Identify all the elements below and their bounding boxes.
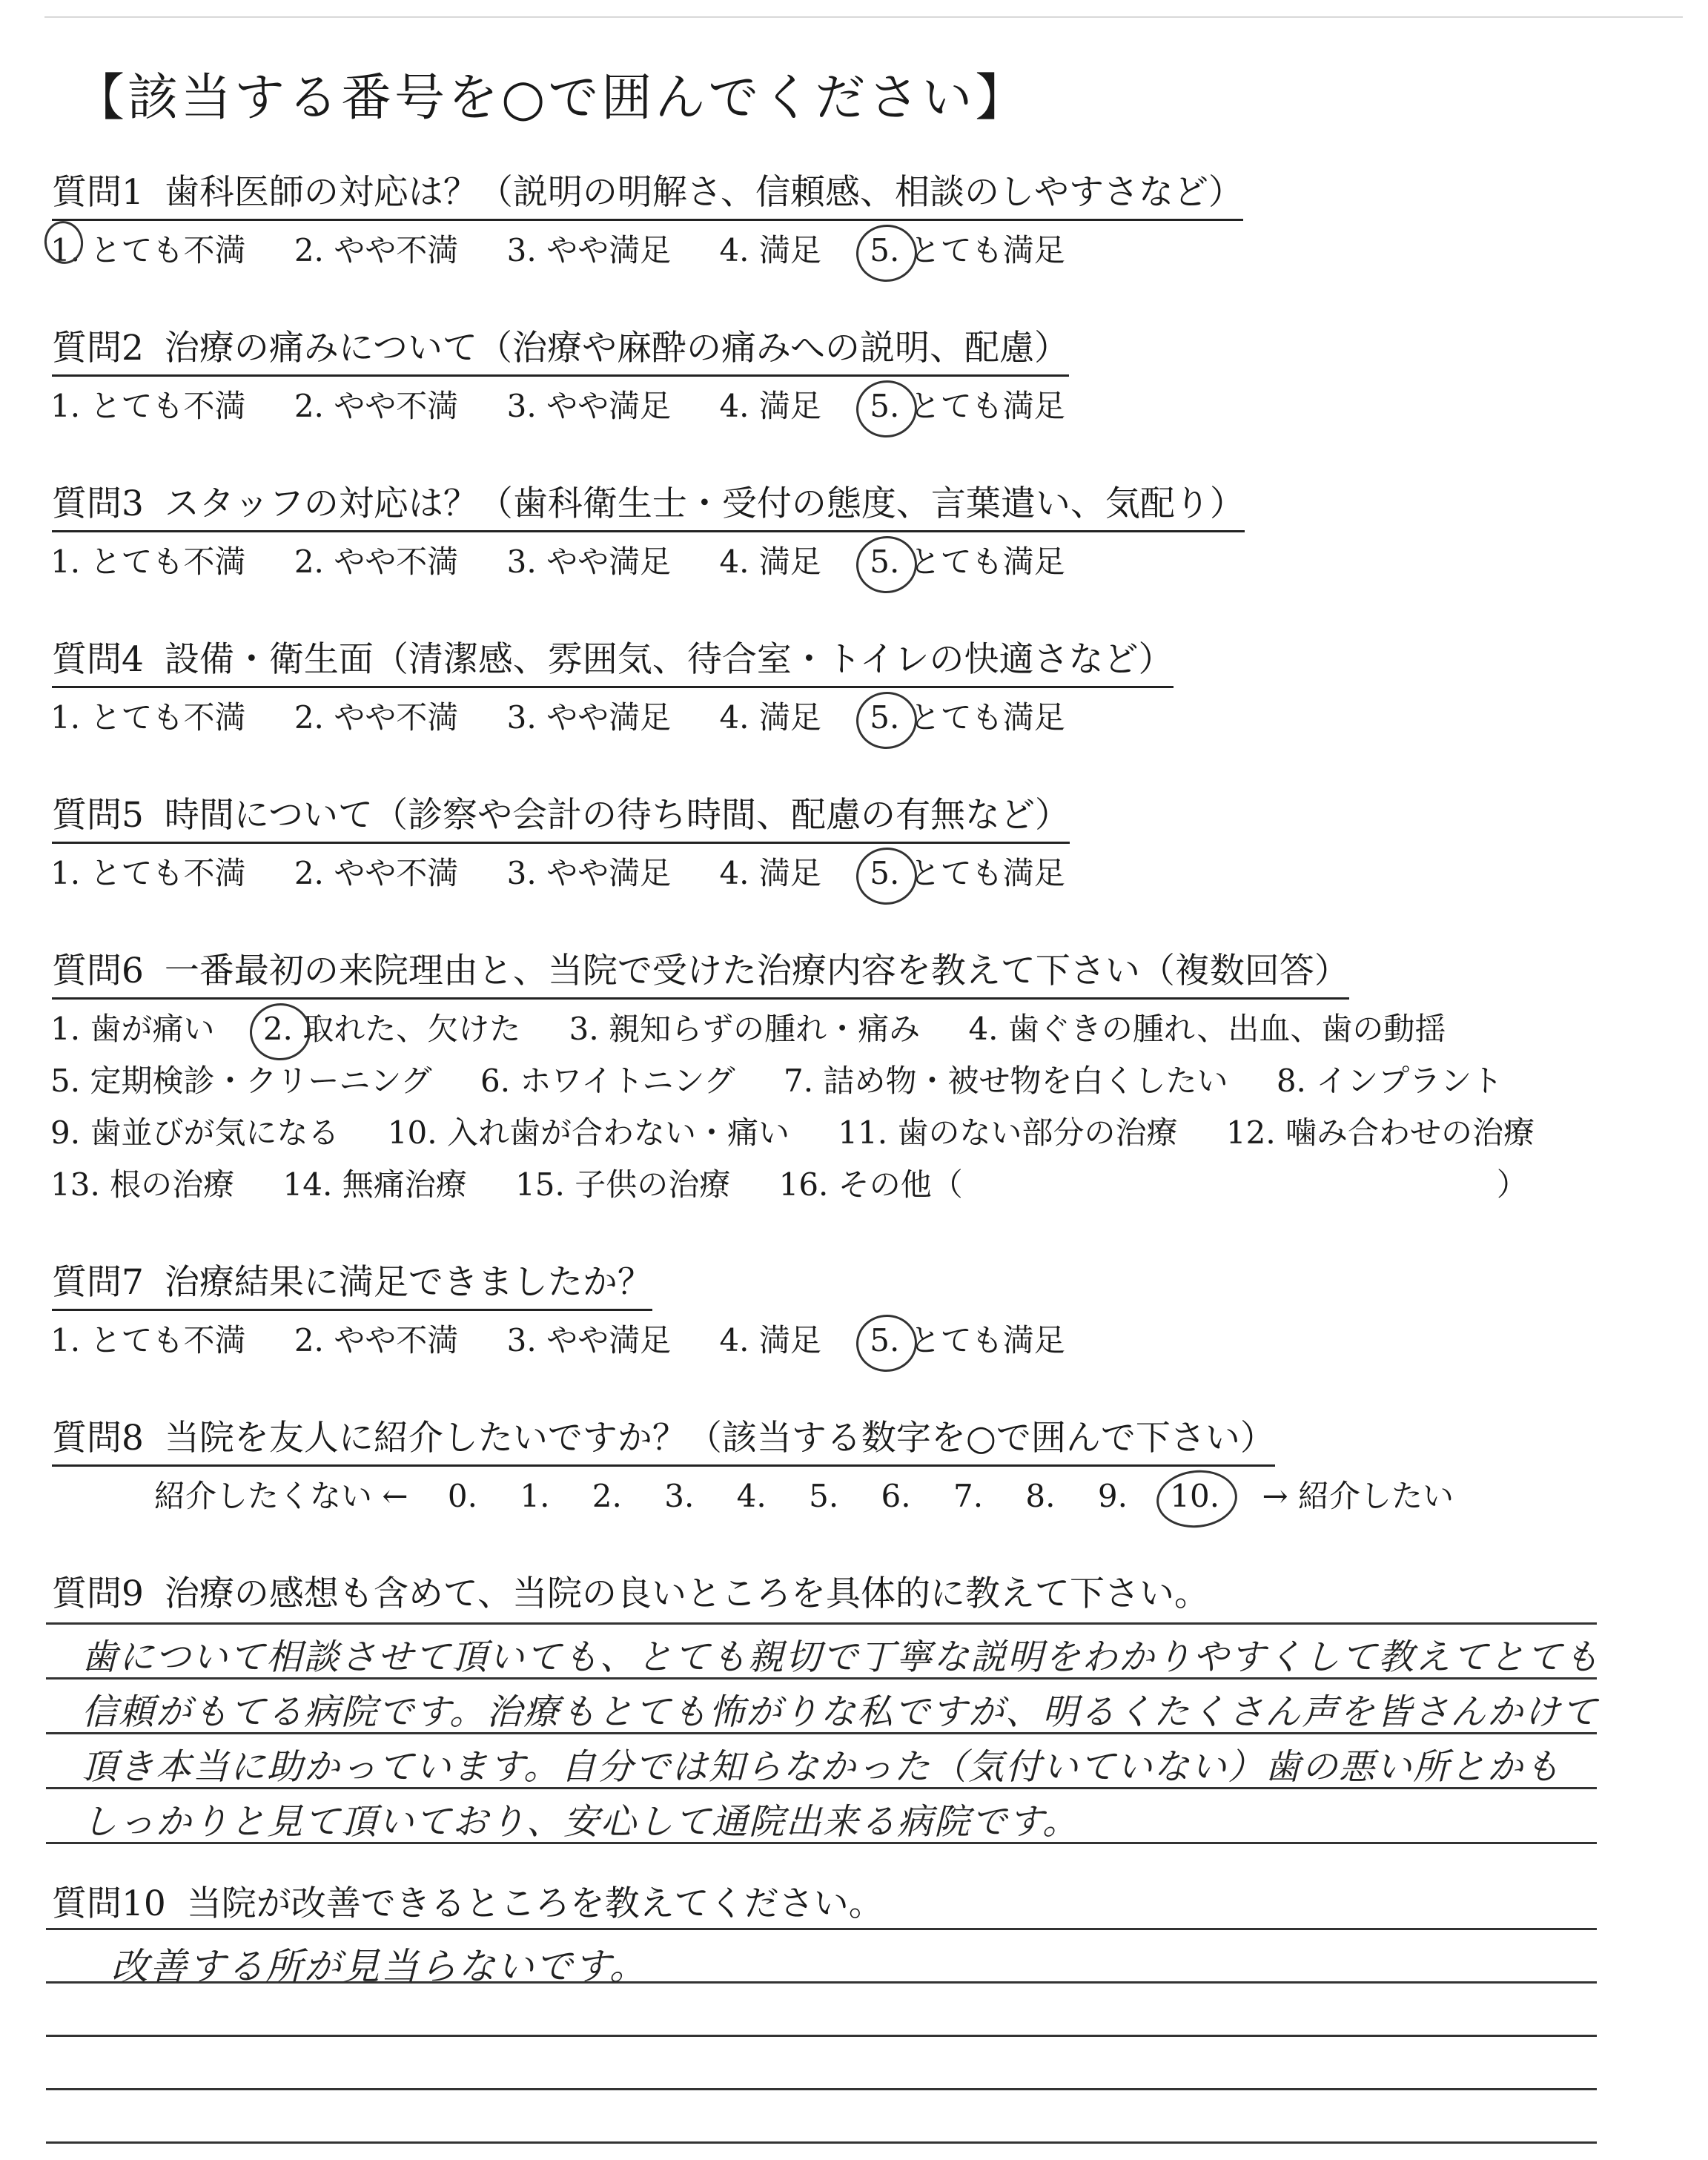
question-6-row-4[interactable] xyxy=(50,1160,1528,1205)
q7-option-3[interactable]: 3. やや満足 xyxy=(506,1322,672,1358)
q4-option-1[interactable]: 1. とても不満 xyxy=(50,699,246,736)
question-5-label: 質問5 xyxy=(52,795,144,836)
scale-5[interactable]: 5. xyxy=(809,1478,839,1514)
question-7-label: 質問7 xyxy=(52,1262,144,1303)
answer-line xyxy=(46,1928,1597,1930)
selected-circle-mark: 10. xyxy=(1170,1478,1220,1514)
scale-6[interactable]: 6. xyxy=(881,1478,911,1514)
q6-option-10[interactable]: 10. 入れ歯が合わない・痛い xyxy=(387,1114,790,1151)
selected-circle-mark: 5. xyxy=(870,1322,900,1358)
q6-option-2-selected[interactable]: 2. 取れた、欠けた xyxy=(262,1011,521,1047)
q9-handwritten-line-1: 歯について相談させて頂いても、とても親切で丁寧な説明をわかりやすくして教えてとても xyxy=(82,1636,1601,1678)
question-6-row-2[interactable] xyxy=(50,1057,1503,1101)
q5-option-1[interactable]: 1. とても不満 xyxy=(50,855,246,891)
scale-9[interactable]: 9. xyxy=(1097,1478,1128,1514)
q6-option-8[interactable]: 8. インプラント xyxy=(1276,1063,1503,1099)
question-5-text: 時間について（診察や会計の待ち時間、配慮の有無など） xyxy=(164,795,1070,836)
question-8-title xyxy=(52,1410,1275,1467)
question-2-options[interactable] xyxy=(50,382,1065,426)
selected-circle-mark: 5. xyxy=(870,388,900,424)
question-2-label: 質問2 xyxy=(52,328,144,369)
q2-option-3[interactable]: 3. やや満足 xyxy=(506,388,672,424)
question-4-label: 質問4 xyxy=(52,639,144,680)
q7-option-4[interactable]: 4. 満足 xyxy=(719,1322,821,1358)
answer-line xyxy=(46,2088,1597,2090)
scan-top-edge xyxy=(44,16,1683,18)
scale-2[interactable]: 2. xyxy=(592,1478,622,1514)
q6-option-6[interactable]: 6. ホワイトニング xyxy=(480,1063,735,1099)
scale-left-label: 紹介したくない ← xyxy=(154,1478,408,1514)
selected-circle-mark: 5. xyxy=(870,699,900,736)
question-3-text: スタッフの対応は？（歯科衛生士・受付の態度、言葉遣い、気配り） xyxy=(164,483,1245,524)
question-9-text: 治療の感想も含めて、当院の良いところを具体的に教えて下さい。 xyxy=(164,1573,1209,1614)
answer-line xyxy=(46,2035,1597,2037)
q5-option-5-selected[interactable]: 5. とても満足 xyxy=(870,855,1065,891)
q1-option-1[interactable]: 1. とても不満 xyxy=(50,232,246,268)
q4-option-2[interactable]: 2. やや不満 xyxy=(294,699,459,736)
q6-option-13[interactable]: 13. 根の治療 xyxy=(50,1166,235,1203)
question-9-label: 質問9 xyxy=(52,1573,144,1614)
question-9-title xyxy=(52,1566,1209,1616)
question-7-text: 治療結果に満足できましたか？ xyxy=(164,1262,652,1303)
q1-option-5-selected[interactable]: 5. とても満足 xyxy=(870,232,1065,268)
scale-3[interactable]: 3. xyxy=(664,1478,695,1514)
selected-circle-mark: 5. xyxy=(870,855,900,891)
scale-7[interactable]: 7. xyxy=(953,1478,984,1514)
question-6-title xyxy=(52,943,1349,1000)
answer-line xyxy=(46,2141,1597,2144)
question-6-text: 一番最初の来院理由と、当院で受けた治療内容を教えて下さい（複数回答） xyxy=(164,951,1349,991)
q2-option-2[interactable]: 2. やや不満 xyxy=(294,388,459,424)
question-2-text: 治療の痛みについて（治療や麻酔の痛みへの説明、配慮） xyxy=(164,328,1070,369)
question-3-title xyxy=(52,476,1245,532)
q1-option-4[interactable]: 4. 満足 xyxy=(719,232,821,268)
question-3-label: 質問3 xyxy=(52,483,144,524)
question-1-text: 歯科医師の対応は？（説明の明解さ、信頼感、相談のしやすさなど） xyxy=(164,172,1244,213)
q7-option-1[interactable]: 1. とても不満 xyxy=(50,1322,246,1358)
scale-right-label: → 紹介したい xyxy=(1262,1478,1454,1514)
q6-option-7[interactable]: 7. 詰め物・被せ物を白くしたい xyxy=(784,1063,1228,1099)
q6-option-3[interactable]: 3. 親知らずの腫れ・痛み xyxy=(569,1011,921,1047)
scale-4[interactable]: 4. xyxy=(736,1478,767,1514)
q5-option-4[interactable]: 4. 満足 xyxy=(719,855,821,891)
answer-line xyxy=(46,1622,1597,1625)
question-1-title xyxy=(52,165,1243,221)
q2-option-5-selected[interactable]: 5. とても満足 xyxy=(870,388,1065,424)
question-6-row-1[interactable] xyxy=(50,1005,1446,1049)
q1-option-3[interactable]: 3. やや満足 xyxy=(506,232,672,268)
q10-handwritten-line-1: 改善する所が見当らないです。 xyxy=(111,1945,648,1988)
q6-option-14[interactable]: 14. 無痛治療 xyxy=(282,1166,467,1203)
scale-8[interactable]: 8. xyxy=(1025,1478,1056,1514)
question-4-text: 設備・衛生面（清潔感、雰囲気、待合室・トイレの快適さなど） xyxy=(164,639,1174,680)
question-10-text: 当院が改善できるところを教えてください。 xyxy=(186,1883,884,1924)
q9-handwritten-line-2: 信頼がもてる病院です。治療もとても怖がりな私ですが、明るくたくさん声を皆さんかけて xyxy=(82,1691,1599,1733)
question-1-label: 質問1 xyxy=(52,172,144,213)
q4-option-4[interactable]: 4. 満足 xyxy=(719,699,821,736)
q6-option-12[interactable]: 12. 噛み合わせの治療 xyxy=(1225,1114,1535,1151)
q6-option-16-other[interactable]: 16. その他（ ） xyxy=(778,1166,1528,1203)
q6-option-15[interactable]: 15. 子供の治療 xyxy=(515,1166,731,1203)
selected-circle-mark: 5. xyxy=(870,544,900,580)
scale-0[interactable]: 0. xyxy=(447,1478,477,1514)
question-10-title xyxy=(52,1876,884,1926)
question-6-label: 質問6 xyxy=(52,951,144,991)
q9-handwritten-line-3: 頂き本当に助かっています。自分では知らなかった（気付いていない）歯の悪い所とかも xyxy=(82,1746,1562,1788)
q9-handwritten-line-4: しっかりと見て頂いており、安心して通院出来る病院です。 xyxy=(82,1801,1080,1843)
question-8-text: 当院を友人に紹介したいですか？（該当する数字を○で囲んで下さい） xyxy=(164,1418,1275,1459)
question-6-row-3[interactable] xyxy=(50,1109,1535,1153)
q4-option-3[interactable]: 3. やや満足 xyxy=(506,699,672,736)
q6-option-5[interactable]: 5. 定期検診・クリーニング xyxy=(50,1063,432,1099)
scale-1[interactable]: 1. xyxy=(520,1478,550,1514)
question-7-options[interactable] xyxy=(50,1316,1065,1361)
question-4-title xyxy=(52,632,1174,688)
q2-option-1[interactable]: 1. とても不満 xyxy=(50,388,246,424)
q6-option-11[interactable]: 11. 歯のない部分の治療 xyxy=(838,1114,1178,1151)
q3-option-5-selected[interactable]: 5. とても満足 xyxy=(870,544,1065,580)
q7-option-2[interactable]: 2. やや不満 xyxy=(294,1322,459,1358)
survey-instruction: 【該当する番号を○で囲んでください】 xyxy=(74,69,1029,128)
selected-circle-mark: 2. xyxy=(262,1011,293,1047)
q3-option-1[interactable]: 1. とても不満 xyxy=(50,544,246,580)
question-8-scale[interactable] xyxy=(154,1472,1454,1516)
question-8-label: 質問8 xyxy=(52,1418,144,1459)
selected-circle-mark: 5. xyxy=(870,232,900,268)
question-4-options[interactable] xyxy=(50,693,1065,738)
q4-option-5-selected[interactable]: 5. とても満足 xyxy=(870,699,1065,736)
q1-option-2[interactable]: 2. やや不満 xyxy=(294,232,459,268)
q5-option-3[interactable]: 3. やや満足 xyxy=(506,855,672,891)
q3-option-3[interactable]: 3. やや満足 xyxy=(506,544,672,580)
q7-option-5-selected[interactable]: 5. とても満足 xyxy=(870,1322,1065,1358)
question-7-title xyxy=(52,1255,652,1311)
q3-option-2[interactable]: 2. やや不満 xyxy=(294,544,459,580)
q6-option-1[interactable]: 1. 歯が痛い xyxy=(50,1011,215,1047)
scale-10-selected[interactable] xyxy=(1170,1478,1219,1514)
question-3-options[interactable] xyxy=(50,538,1065,582)
q6-option-4[interactable]: 4. 歯ぐきの腫れ、出血、歯の動揺 xyxy=(968,1011,1446,1047)
other-paren-close: ） xyxy=(1496,1166,1528,1203)
question-5-title xyxy=(52,787,1070,844)
question-1-options[interactable] xyxy=(50,226,1065,271)
question-2-title xyxy=(52,320,1069,377)
question-10-label: 質問10 xyxy=(52,1883,166,1924)
q3-option-4[interactable]: 4. 満足 xyxy=(719,544,821,580)
q2-option-4[interactable]: 4. 満足 xyxy=(719,388,821,424)
q5-option-2[interactable]: 2. やや不満 xyxy=(294,855,459,891)
question-5-options[interactable] xyxy=(50,849,1065,894)
q6-option-9[interactable]: 9. 歯並びが気になる xyxy=(50,1114,340,1151)
